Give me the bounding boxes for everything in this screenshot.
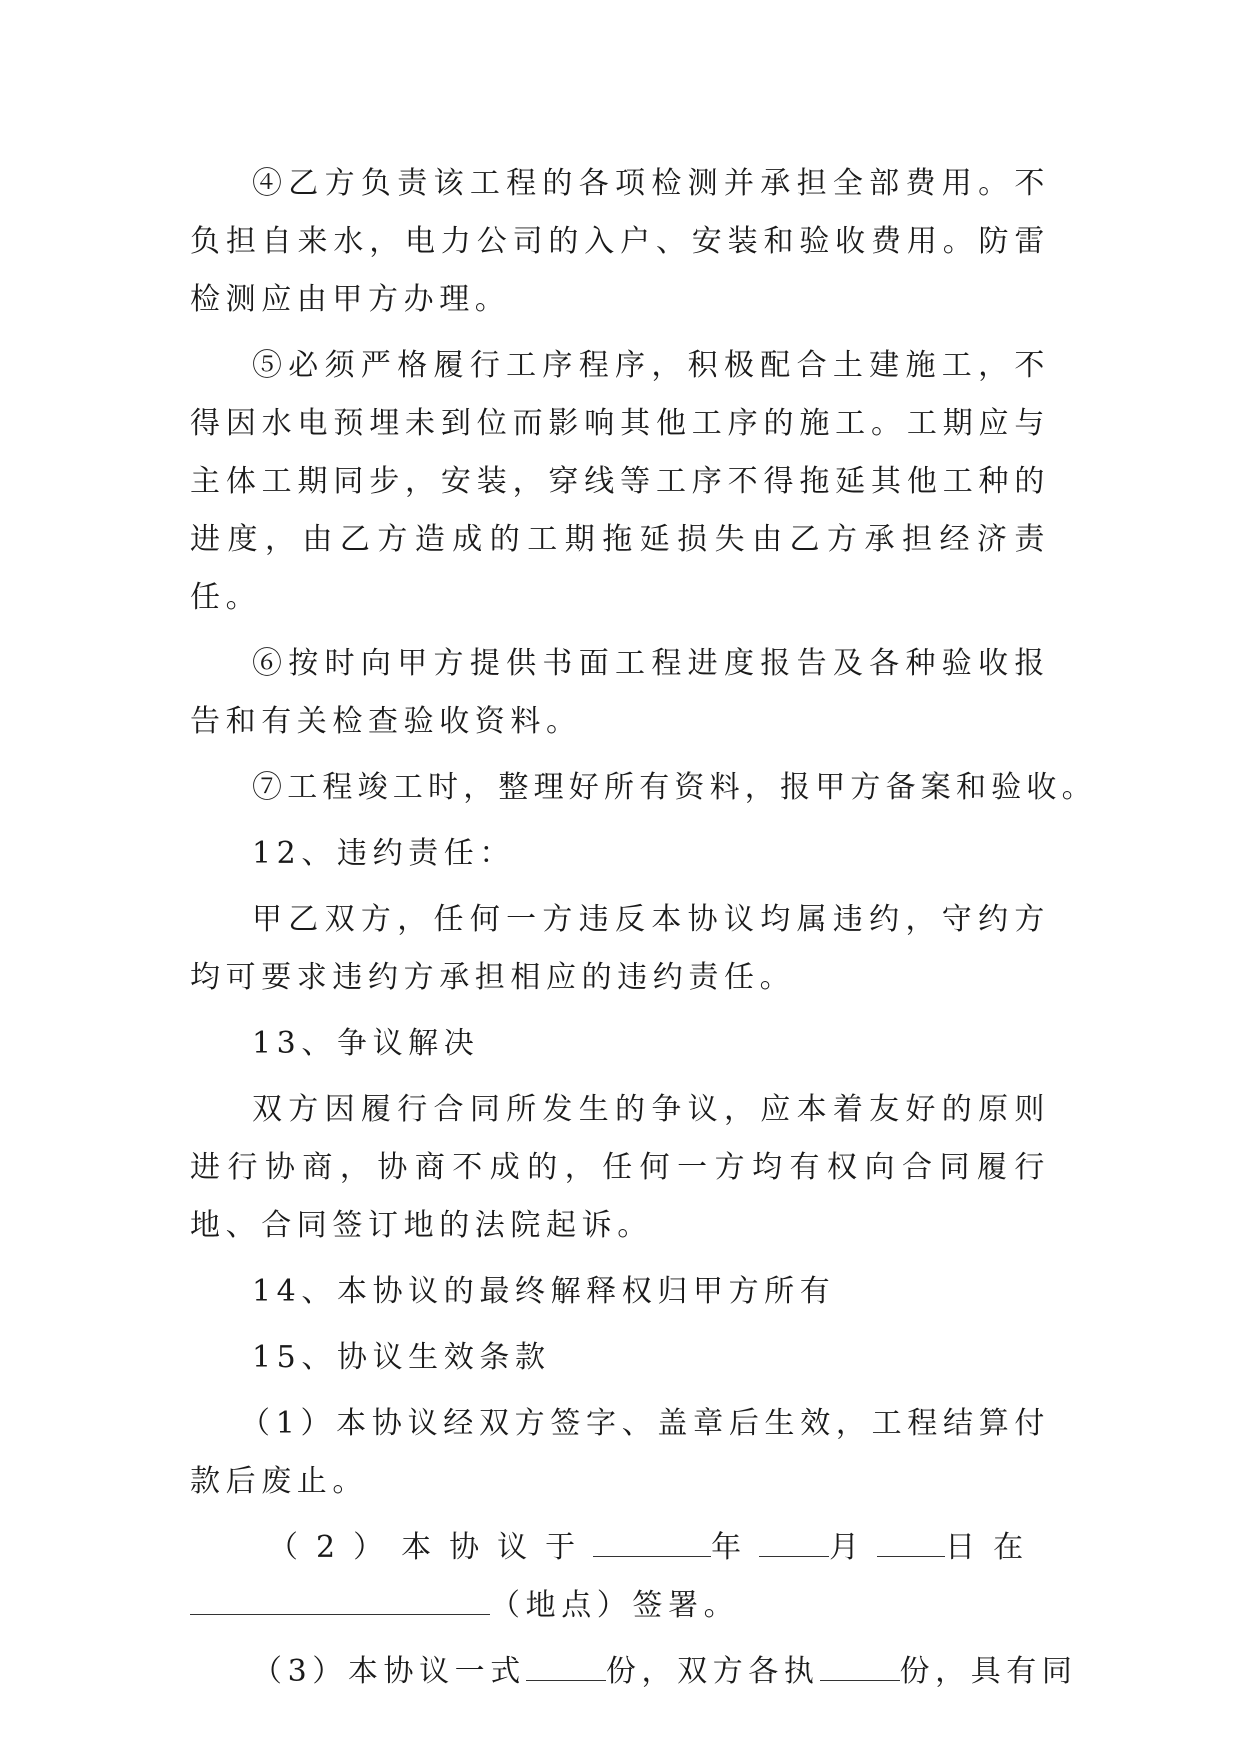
month-label: 月 — [829, 1530, 878, 1565]
copies-total-blank — [526, 1656, 606, 1681]
section-13-body: 双方因履行合同所发生的争议，应本着友好的原则进行协商，协商不成的，任何一方均有权向合同履行地、合同签订地的法院起诉。 — [190, 1092, 1050, 1243]
section-14-heading: 14、本协议的最终解释权归甲方所有 — [252, 1274, 836, 1309]
section-13-heading: 13、争议解决 — [252, 1026, 480, 1061]
clause-15-3-mid: 份，双方各执 — [605, 1654, 820, 1689]
section-12-heading: 12、违约责任： — [252, 836, 515, 871]
document-page — [190, 155, 1097, 1701]
clause-6: ⑥按时向甲方提供书面工程进度报告及各种验收报告和有关检查验收资料。 — [190, 646, 1050, 739]
clause-4: ④乙方负责该工程的各项检测并承担全部费用。不负担自来水，电力公司的入户、安装和验收费用。防雷检测应由甲方办理。 — [190, 166, 1050, 317]
section-15-heading: 15、协议生效条款 — [252, 1340, 551, 1375]
clause-15-2-prefix: （2）本协议于 — [268, 1530, 594, 1565]
clause-15-3-prefix: （3）本协议一式 — [252, 1654, 526, 1689]
clause-15-2 — [190, 1519, 1050, 1635]
place-blank — [190, 1590, 490, 1615]
clause-15-3 — [190, 1643, 1078, 1701]
year-blank — [593, 1532, 711, 1557]
clause-15-3-suffix: 份，具有同 — [899, 1654, 1078, 1689]
clause-5: ⑤必须严格履行工序程序，积极配合土建施工，不得因水电预埋未到位而影响其他工序的施工。工期应与主体工期同步，安装，穿线等工序不得拖延其他工种的进度，由乙方造成的工期拖延损失由乙方承担经济责任。 — [190, 348, 1050, 615]
month-blank — [759, 1532, 829, 1557]
day-blank — [877, 1532, 945, 1557]
clause-15-2-suffix: （地点）签署。 — [490, 1588, 740, 1623]
copies-each-blank — [820, 1656, 900, 1681]
day-label: 日在 — [945, 1530, 1042, 1565]
year-label: 年 — [711, 1530, 760, 1565]
clause-7: ⑦工程竣工时，整理好所有资料，报甲方备案和验收。 — [252, 770, 1097, 805]
clause-15-1: （1）本协议经双方签字、盖章后生效，工程结算付款后废止。 — [190, 1406, 1050, 1499]
section-12-body: 甲乙双方，任何一方违反本协议均属违约，守约方均可要求违约方承担相应的违约责任。 — [190, 902, 1050, 995]
